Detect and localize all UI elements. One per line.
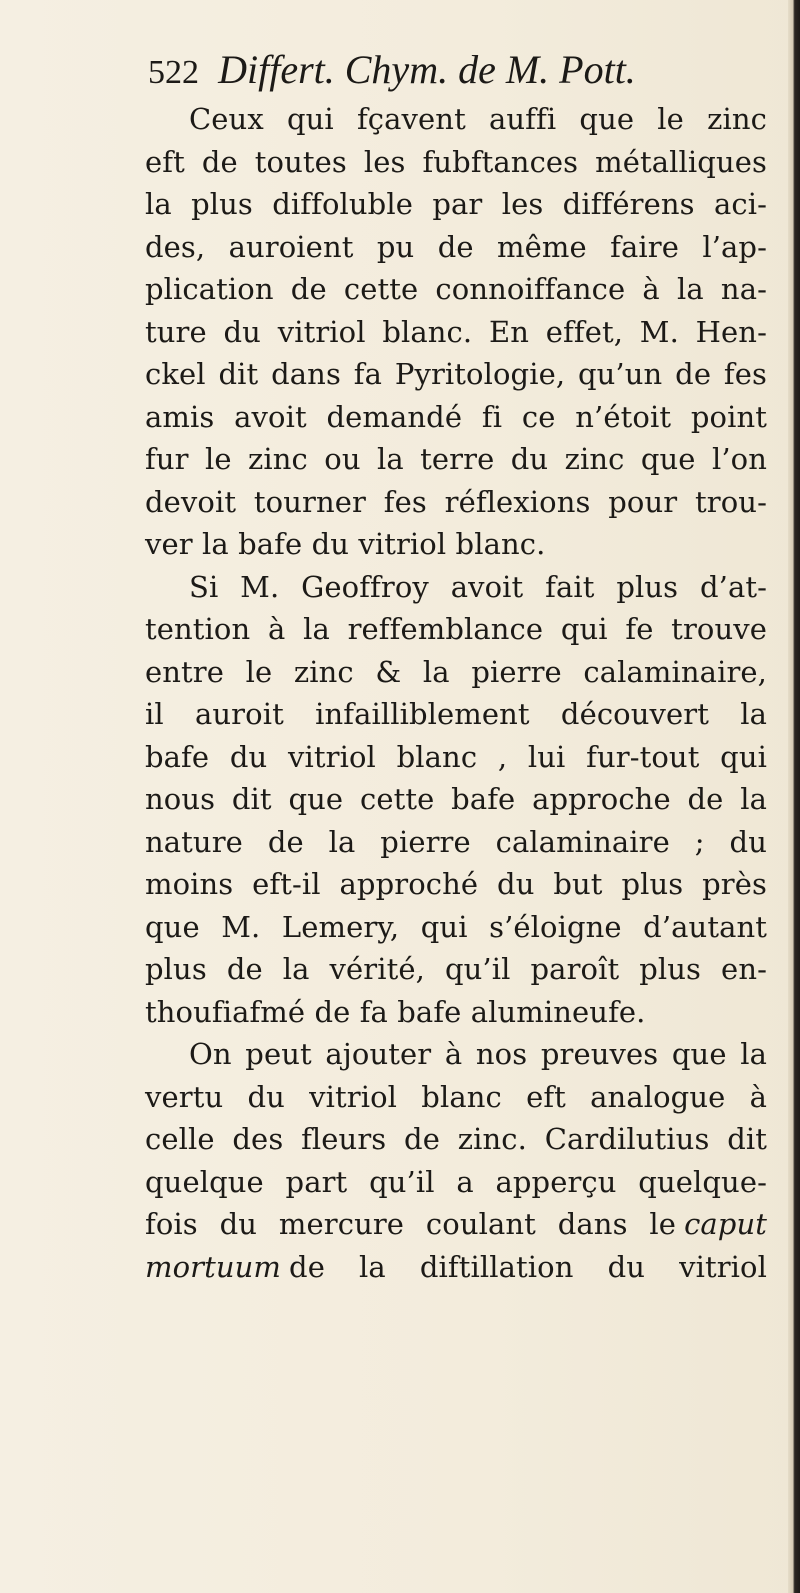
text-line: nature de la pierre calaminaire ; du — [145, 824, 767, 859]
text-line-with-italic — [145, 1203, 767, 1246]
italic-term: caput — [684, 1207, 767, 1241]
text-line: quelque part qu’il a apperçu quelque- — [145, 1164, 767, 1199]
text-fragment: fois du mercure coulant dans le — [145, 1207, 677, 1241]
text-line: moins eft-il approché du but plus près — [145, 867, 767, 901]
body-text — [145, 98, 767, 1288]
italic-term: mortuum — [145, 1249, 282, 1284]
text-line: eft de toutes les fubftances métalliques — [145, 144, 767, 179]
text-line: que M. Lemery, qui s’éloigne d’autant — [145, 909, 767, 944]
text-line: bafe du vitriol blanc , lui fur-tout qui — [145, 739, 767, 774]
text-line: plication de cette connoiffance à la na- — [145, 272, 767, 306]
text-line: Ceux qui fçavent auffi que le zinc — [189, 102, 767, 136]
running-head — [148, 46, 768, 98]
page-number: 522 — [148, 54, 199, 91]
text-line: On peut ajouter à nos preuves que la — [189, 1037, 767, 1071]
text-line: des, auroient pu de même faire l’ap- — [145, 229, 767, 264]
text-line: tention à la reffemblance qui fe trouve — [145, 612, 767, 646]
running-head-title: Differt. Chym. de M. Pott. — [218, 47, 636, 92]
text-line: il auroit infailliblement découvert la — [145, 697, 767, 731]
text-line: ture du vitriol blanc. En effet, M. Hen- — [145, 314, 767, 349]
text-line: entre le zinc & la pierre calaminaire, — [145, 654, 767, 689]
text-line: celle des fleurs de zinc. Cardilutius dit — [145, 1122, 767, 1156]
text-line: devoit tourner fes réflexions pour trou- — [145, 484, 767, 519]
text-line: ckel dit dans fa Pyritologie, qu’un de fes — [145, 357, 767, 391]
text-line: vertu du vitriol blanc eft analogue à — [145, 1079, 767, 1114]
text-line: Si M. Geoffroy avoit fait plus d’at- — [189, 569, 767, 604]
text-line: fur le zinc ou la terre du zinc que l’on — [145, 442, 767, 476]
text-line: la plus diffoluble par les différens aci- — [145, 187, 767, 221]
text-line-with-italic — [145, 1246, 767, 1289]
page-edge-shadow — [788, 0, 800, 1593]
paragraph-last-line: ver la bafe du vitriol blanc. — [145, 527, 546, 561]
text-line: plus de la vérité, qu’il paroît plus en- — [145, 952, 767, 986]
text-line: amis avoit demandé fi ce n’étoit point — [145, 399, 767, 434]
text-fragment: de la diftillation du vitriol — [289, 1249, 767, 1284]
paragraph-last-line: thoufiafmé de fa bafe alumineufe. — [145, 994, 646, 1029]
text-line: nous dit que cette bafe approche de la — [145, 782, 767, 816]
